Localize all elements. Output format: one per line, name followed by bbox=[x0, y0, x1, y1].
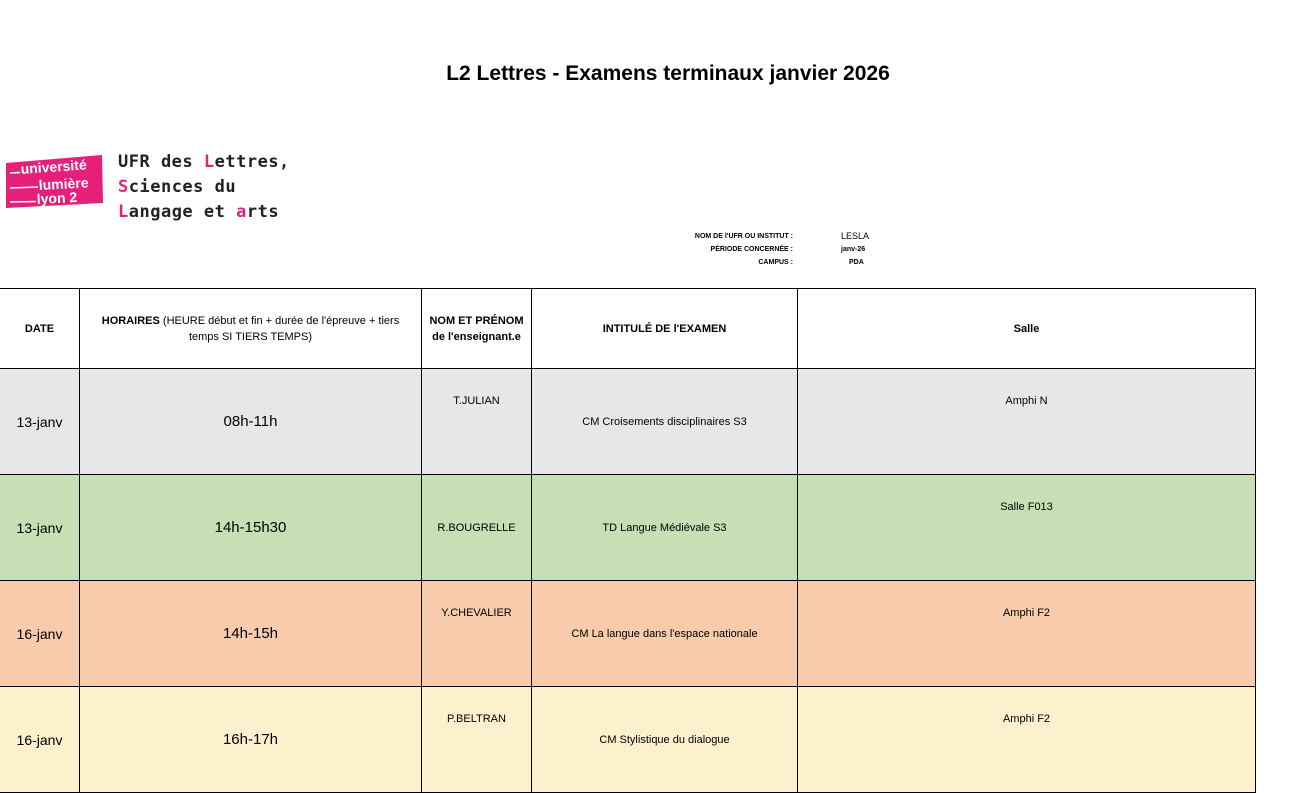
cell-exam: TD Langue Médiévale S3 bbox=[532, 475, 798, 581]
cell-date: 16-janv bbox=[0, 687, 80, 793]
cell-teacher: Y.CHEVALIER bbox=[422, 581, 532, 687]
cell-date: 13-janv bbox=[0, 475, 80, 581]
cell-exam: CM Croisements disciplinaires S3 bbox=[532, 369, 798, 475]
meta-info bbox=[600, 230, 900, 269]
universite-lumiere-lyon2-logo bbox=[6, 153, 106, 209]
cell-date: 13-janv bbox=[0, 369, 80, 475]
cell-teacher: P.BELTRAN bbox=[422, 687, 532, 793]
period-value: janv-26 bbox=[841, 246, 866, 253]
cell-teacher: T.JULIAN bbox=[422, 369, 532, 475]
page-title: L2 Lettres - Examens terminaux janvier 2026 bbox=[446, 62, 890, 85]
table-row bbox=[0, 369, 1256, 475]
campus-label: CAMPUS : bbox=[758, 259, 793, 266]
cell-exam: CM Stylistique du dialogue bbox=[532, 687, 798, 793]
ufr-name: UFR des Lettres, Sciences du Langage et arts bbox=[118, 152, 290, 222]
cell-hours: 16h-17h bbox=[80, 687, 422, 793]
period-label: PÉRIODE CONCERNÉE : bbox=[710, 246, 793, 253]
header-room: Salle bbox=[798, 289, 1256, 369]
cell-room: Salle F013 bbox=[798, 475, 1256, 581]
ufr-value: LESLA bbox=[841, 231, 870, 241]
header-hours: HORAIRES (HEURE début et fin + durée de l'épreuve + tiers temps SI TIERS TEMPS) bbox=[80, 289, 422, 369]
cell-hours: 14h-15h30 bbox=[80, 475, 422, 581]
header-exam: INTITULÉ DE l'EXAMEN bbox=[532, 289, 798, 369]
header-teacher: NOM ET PRÉNOM de l'enseignant.e bbox=[422, 289, 532, 369]
table-header-row bbox=[0, 289, 1256, 369]
exam-schedule-table bbox=[0, 288, 1256, 793]
ufr-label: NOM DE l'UFR OU INSTITUT : bbox=[694, 233, 793, 240]
cell-room: Amphi F2 bbox=[798, 687, 1256, 793]
cell-teacher: R.BOUGRELLE bbox=[422, 475, 532, 581]
cell-hours: 14h-15h bbox=[80, 581, 422, 687]
logo-line1: université bbox=[20, 156, 88, 177]
table-row bbox=[0, 581, 1256, 687]
cell-date: 16-janv bbox=[0, 581, 80, 687]
table-row bbox=[0, 475, 1256, 581]
cell-exam: CM La langue dans l'espace nationale bbox=[532, 581, 798, 687]
logo-line3: lyon 2 bbox=[36, 188, 78, 207]
logo-line2: lumière bbox=[38, 174, 89, 193]
table-row bbox=[0, 687, 1256, 793]
cell-room: Amphi F2 bbox=[798, 581, 1256, 687]
header-date: DATE bbox=[0, 289, 80, 369]
cell-room: Amphi N bbox=[798, 369, 1256, 475]
campus-value: PDA bbox=[849, 259, 864, 266]
cell-hours: 08h-11h bbox=[80, 369, 422, 475]
